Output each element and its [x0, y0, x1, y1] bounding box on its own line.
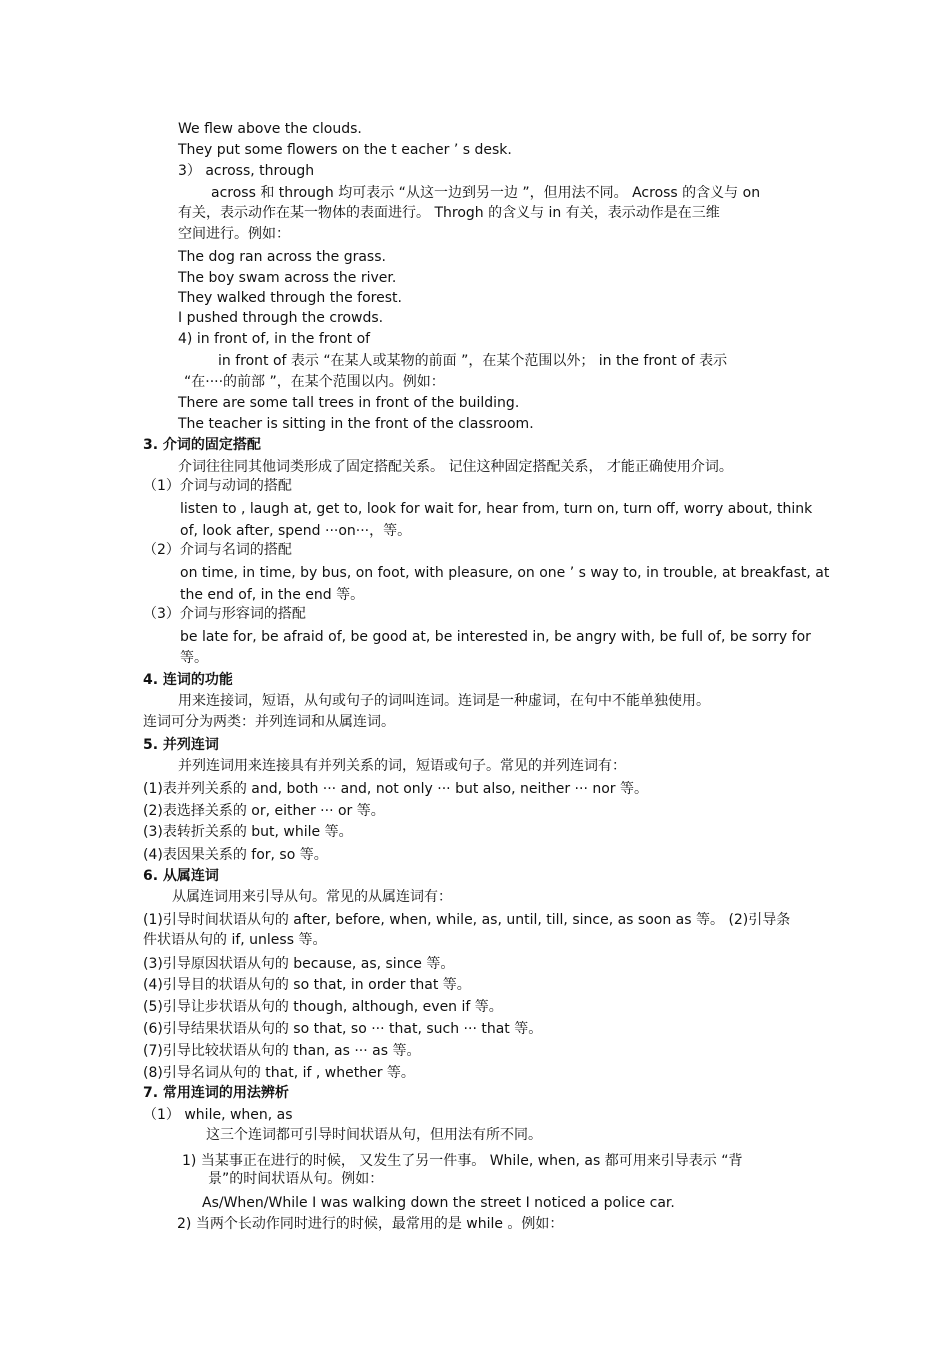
paragraph-line: on time, in time, by bus, on foot, with pleasure, on one ’ s way to, in trouble, at breakfast, at	[180, 565, 830, 581]
section-heading: 5. 并列连词	[143, 737, 219, 753]
sub-heading: 3） across, through	[178, 163, 315, 179]
paragraph-line: in front of 表示 “在某人或某物的前面 ”，在某个范围以外； in the front of 表示	[218, 353, 728, 369]
sub-heading: （3）介词与形容词的搭配	[143, 606, 306, 622]
section-heading: 7. 常用连词的用法辨析	[143, 1085, 289, 1101]
example-sentence: The boy swam across the river.	[178, 270, 397, 286]
paragraph-line: listen to , laugh at, get to, look for wait for, hear from, turn on, turn off, worry about, think	[180, 501, 813, 517]
example-sentence: There are some tall trees in front of the building.	[178, 395, 520, 411]
paragraph-line: 空间进行。例如：	[178, 226, 290, 242]
section-heading: 4. 连词的功能	[143, 672, 233, 688]
paragraph-line: 并列连词用来连接具有并列关系的词，短语或句子。常见的并列连词有：	[178, 758, 626, 774]
paragraph-line: 2) 当两个长动作同时进行的时候，最常用的是 while 。例如：	[177, 1216, 564, 1232]
paragraph-line: 介词往往同其他词类形成了固定搭配关系。 记住这种固定搭配关系， 才能正确使用介词。	[178, 459, 733, 475]
list-item: (6)引导结果状语从句的 so that, so ··· that, such ··· that 等。	[143, 1021, 543, 1037]
paragraph-line: the end of, in the end 等。	[180, 587, 365, 603]
paragraph-line: 1) 当某事正在进行的时候， 又发生了另一件事。 While, when, as 都可用来引导表示 “背	[182, 1153, 743, 1169]
section-heading: 3. 介词的固定搭配	[143, 437, 261, 453]
example-sentence: We flew above the clouds.	[178, 121, 362, 137]
list-item: (1)表并列关系的 and, both ··· and, not only ··· but also, neither ··· nor 等。	[143, 781, 648, 797]
paragraph-line: 从属连词用来引导从句。常见的从属连词有：	[172, 889, 452, 905]
list-item: (2)表选择关系的 or, either ··· or 等。	[143, 803, 385, 819]
example-sentence: The dog ran across the grass.	[178, 249, 386, 265]
list-item: (3)引导原因状语从句的 because, as, since 等。	[143, 956, 455, 972]
list-item: (4)引导目的状语从句的 so that, in order that 等。	[143, 977, 471, 993]
paragraph-line: across 和 through 均可表示 “从这一边到另一边 ”，但用法不同。 Across 的含义与 on	[211, 185, 761, 201]
example-sentence: The teacher is sitting in the front of the classroom.	[178, 416, 534, 432]
paragraph-line: of, look after, spend ···on···，等。	[180, 523, 412, 539]
sub-heading: （1） while, when, as	[143, 1107, 293, 1123]
example-sentence: They put some flowers on the t eacher ’ s desk.	[178, 142, 512, 158]
sub-heading: （2）介词与名词的搭配	[143, 542, 292, 558]
paragraph-line: “在····的前部 ”，在某个范围以内。例如：	[184, 374, 445, 390]
sub-heading: （1）介词与动词的搭配	[143, 478, 292, 494]
example-sentence: I pushed through the crowds.	[178, 310, 384, 326]
paragraph-line: 等。	[180, 650, 208, 666]
paragraph-line: 连词可分为两类：并列连词和从属连词。	[143, 714, 395, 730]
list-item: (5)引导让步状语从句的 though, although, even if 等。	[143, 999, 503, 1015]
list-item: (1)引导时间状语从句的 after, before, when, while, as, until, till, since, as soon as 等。 (2)引导条	[143, 912, 791, 928]
paragraph-line: 这三个连词都可引导时间状语从句，但用法有所不同。	[206, 1127, 542, 1143]
list-item: 件状语从句的 if, unless 等。	[143, 932, 327, 948]
paragraph-line: 景”的时间状语从句。例如：	[208, 1171, 384, 1187]
paragraph-line: 有关，表示动作在某一物体的表面进行。 Throgh 的含义与 in 有关，表示动作是在三维	[178, 205, 720, 221]
example-sentence: As/When/While I was walking down the street I noticed a police car.	[202, 1195, 675, 1211]
list-item: (8)引导名词从句的 that, if , whether 等。	[143, 1065, 415, 1081]
list-item: (3)表转折关系的 but, while 等。	[143, 824, 353, 840]
example-sentence: They walked through the forest.	[178, 290, 402, 306]
list-item: (7)引导比较状语从句的 than, as ··· as 等。	[143, 1043, 421, 1059]
list-item: (4)表因果关系的 for, so 等。	[143, 847, 328, 863]
paragraph-line: 用来连接词，短语，从句或句子的词叫连词。连词是一种虚词，在句中不能单独使用。	[178, 693, 710, 709]
sub-heading: 4) in front of, in the front of	[178, 331, 371, 347]
paragraph-line: be late for, be afraid of, be good at, be interested in, be angry with, be full of, be sorry for	[180, 629, 811, 645]
section-heading: 6. 从属连词	[143, 868, 219, 884]
